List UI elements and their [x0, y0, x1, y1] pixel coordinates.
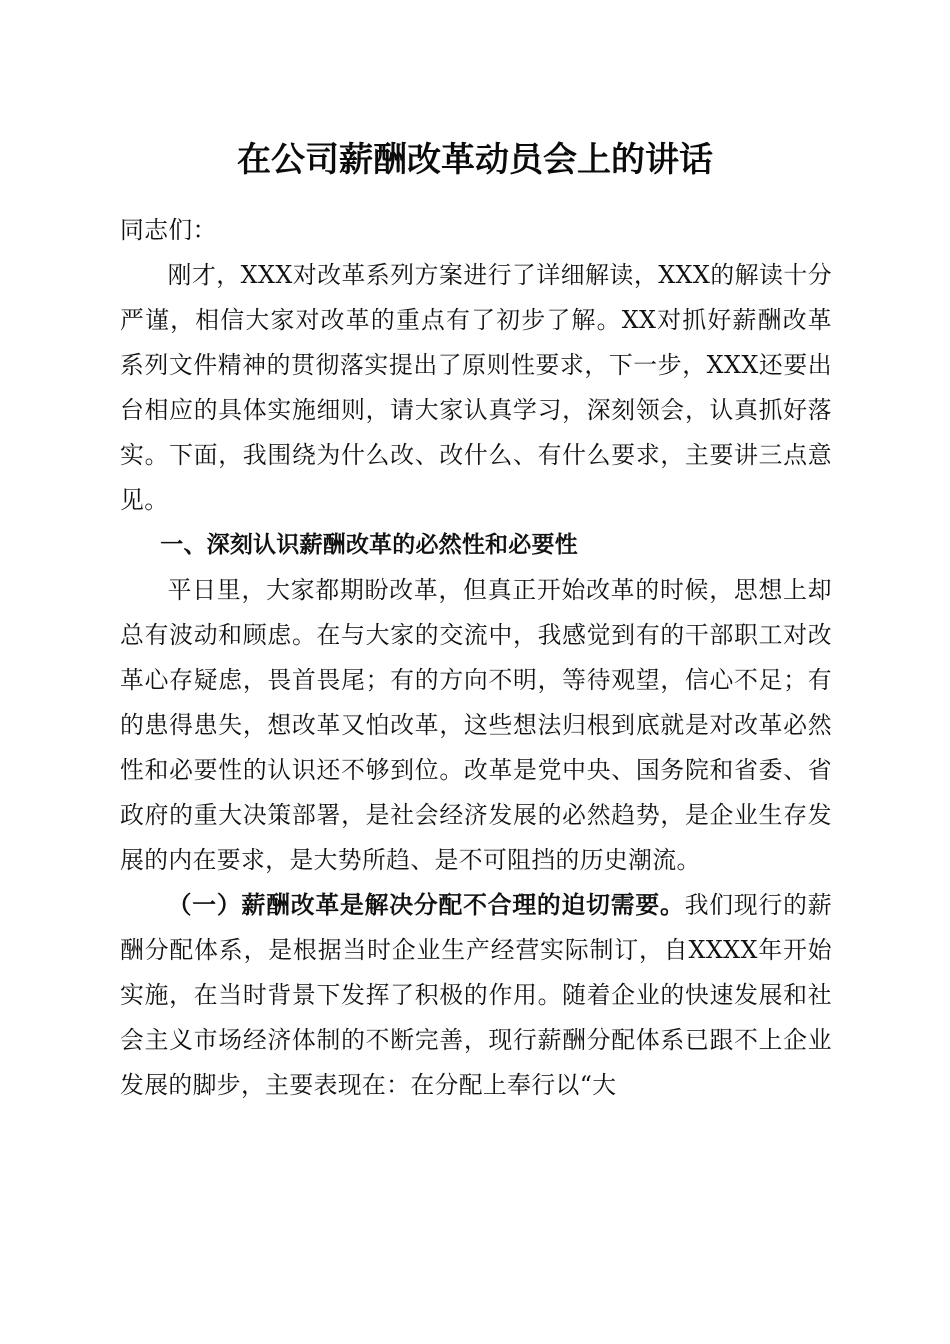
paragraph-subsection-1 — [120, 883, 832, 1108]
paragraph-section-1: 平日里，大家都期盼改革，但真正开始改革的时候，思想上却总有波动和顾虑。在与大家的交流中，我感觉到有的干部职工对改革心存疑虑，畏首畏尾；有的方向不明，等待观望，信心不足；有的患得患失，想改革又怕改革，这些想法归根到底就是对改革必然性和必要性的认识还不够到位。改革是党中央、国务院和省委、省政府的重大决策部署，是社会经济发展的必然趋势，是企业生存发展的内在要求，是大势所趋、是不可阻挡的历史潮流。 — [120, 576, 832, 874]
paragraph-intro: 刚才，XXX对改革系列方案进行了详细解读，XXX的解读十分严谨，相信大家对改革的重点有了初步了解。XX对抓好薪酬改革系列文件精神的贯彻落实提出了原则性要求，下一步，XXX还要出台相应的具体实施细则，请大家认真学习，深刻领会，认真抓好落实。下面，我围绕为什么改、改什么、有什么要求，主要讲三点意见。 — [120, 261, 832, 514]
document-body — [120, 208, 832, 1108]
document-title: 在公司薪酬改革动员会上的讲话 — [237, 140, 713, 180]
subsection-heading-1: （一）薪酬改革是解决分配不合理的迫切需要。 — [167, 891, 685, 919]
subsection-1-text: 我们现行的薪酬分配体系，是根据当时企业生产经营实际制订，自XXXX年开始实施，在当时背景下发挥了积极的作用。随着企业的快速发展和社会主义市场经济体制的不断完善，现行薪酬分配体系已跟不上企业发展的脚步，主要表现在：在分配上奉行以“大 — [120, 891, 832, 1099]
salutation: 同志们： — [120, 216, 217, 244]
section-heading-1: 一、深刻认识薪酬改革的必然性和必要性 — [160, 532, 578, 558]
